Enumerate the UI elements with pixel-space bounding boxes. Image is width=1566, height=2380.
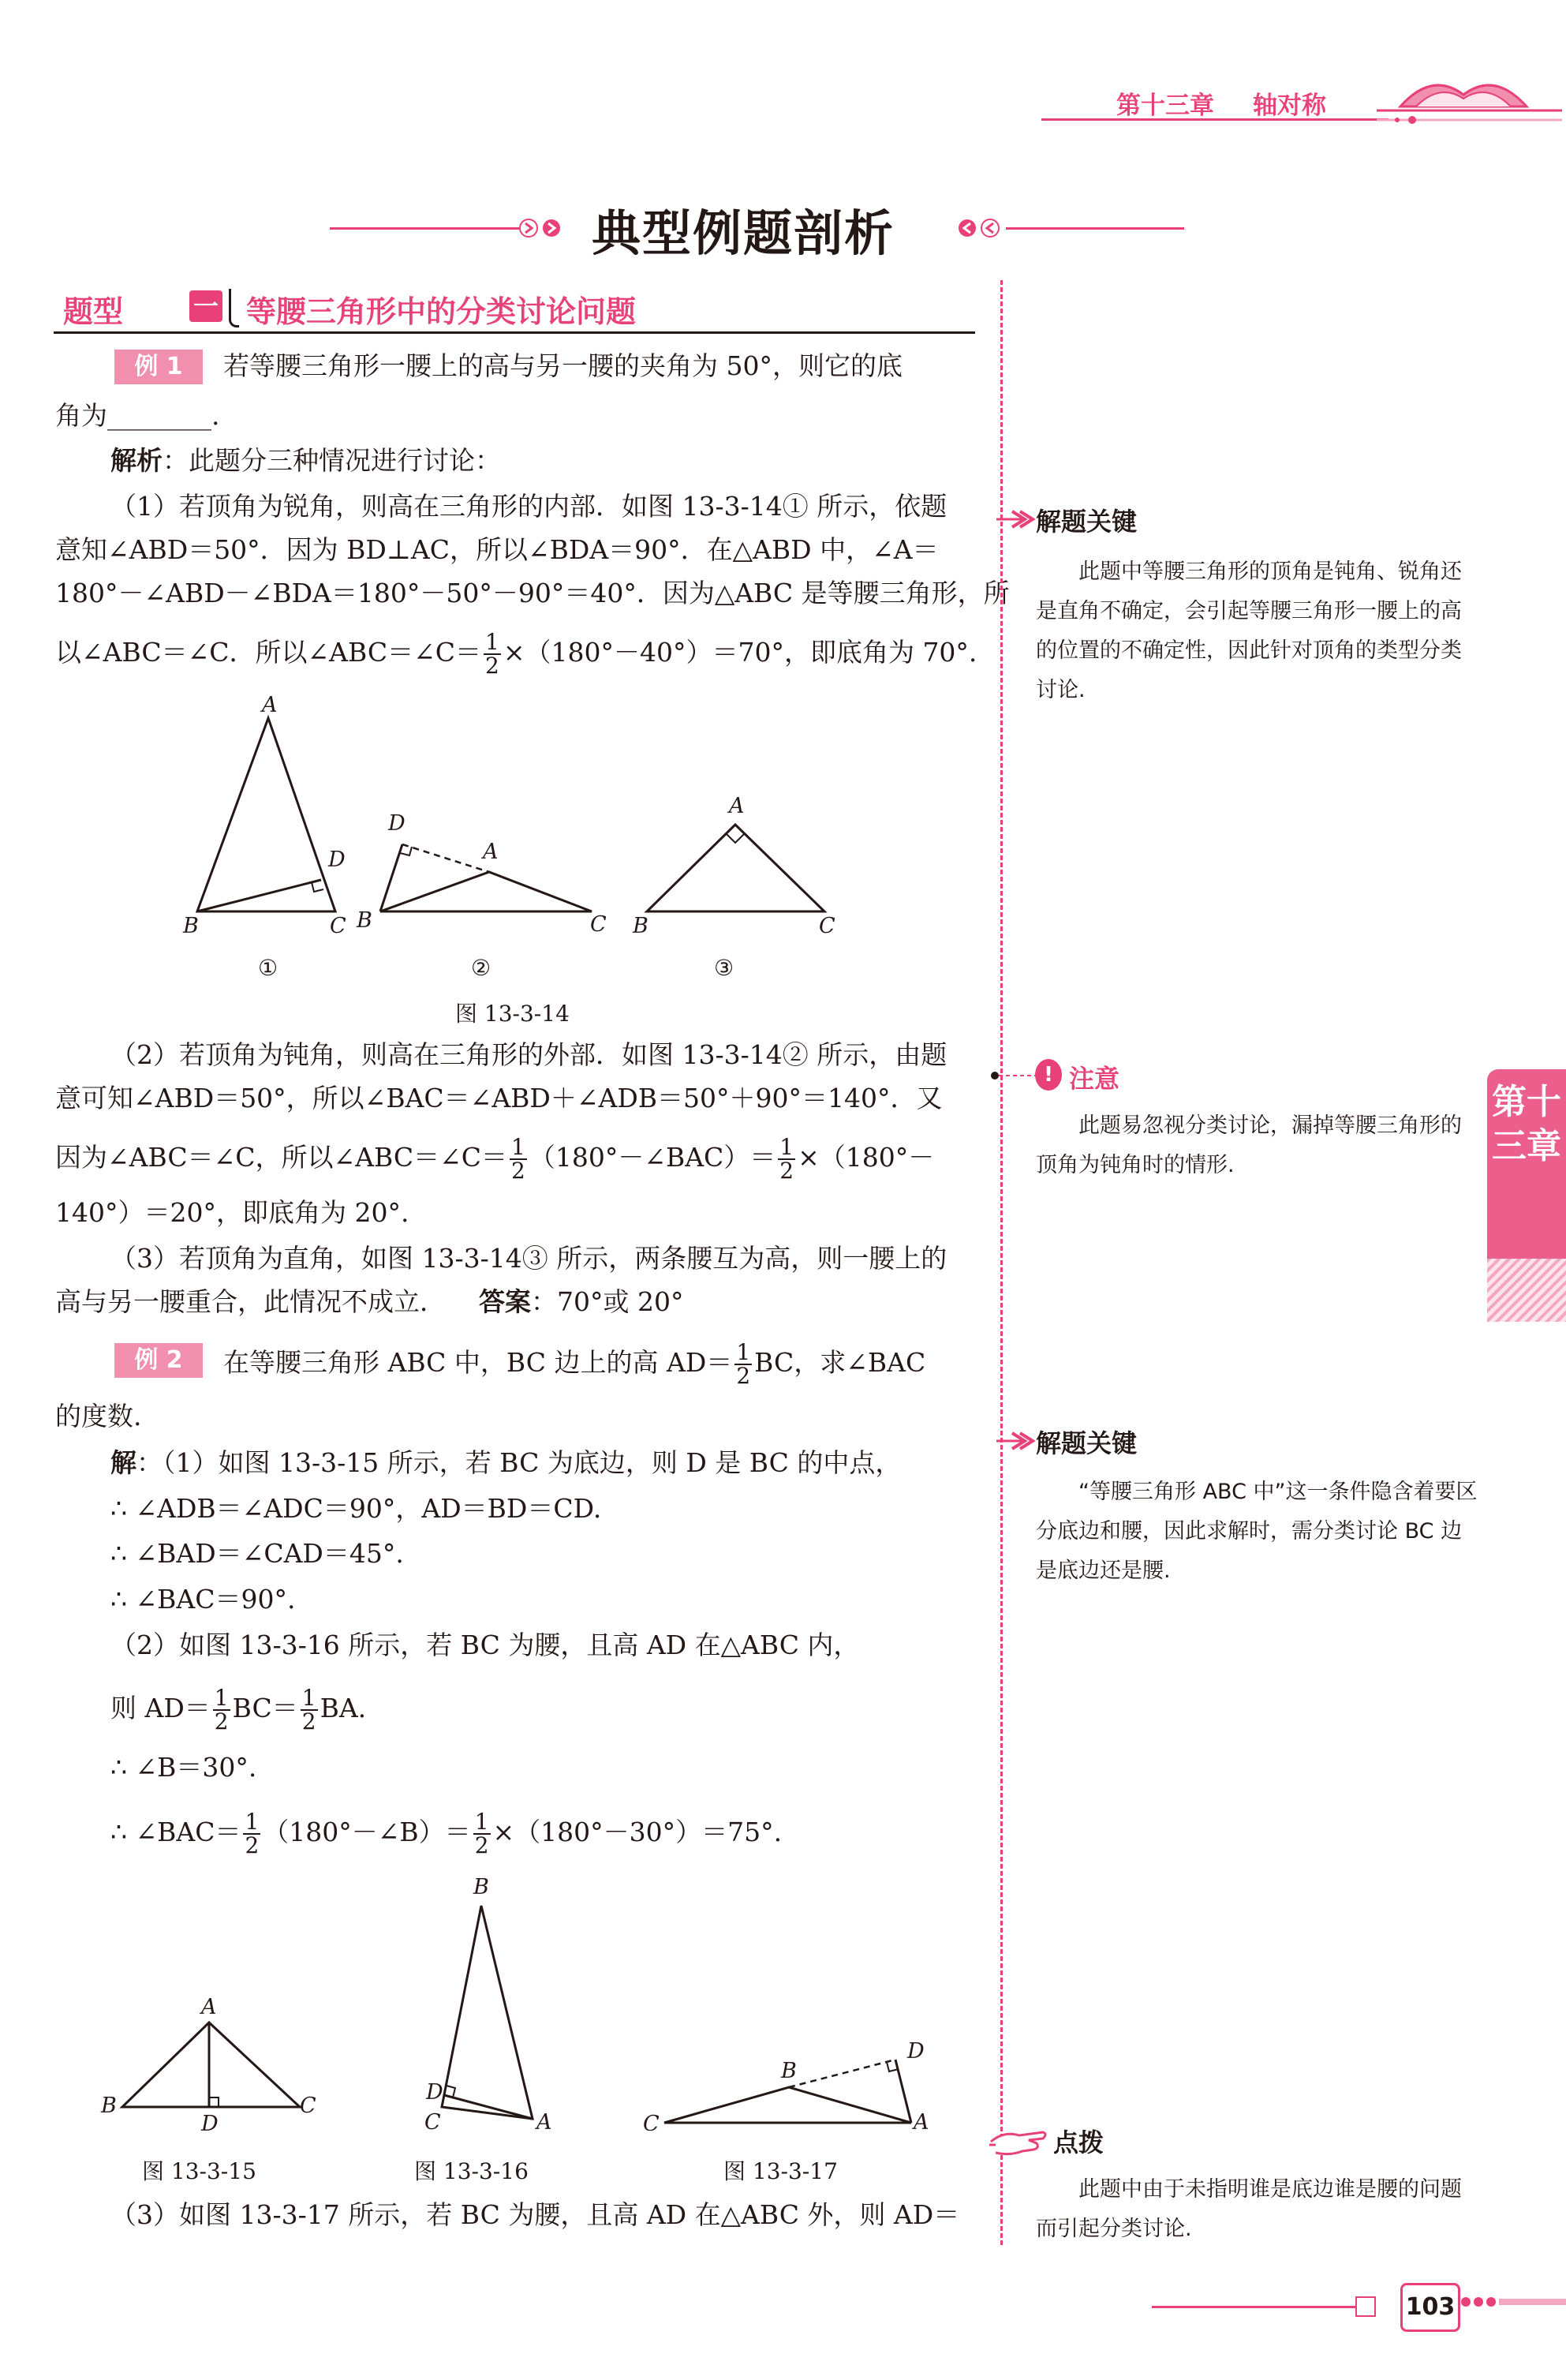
example1-question-line1: 若等腰三角形一腰上的高与另一腰的夹角为 50°，则它的底 <box>223 350 903 381</box>
type-title: 等腰三角形中的分类讨论问题 <box>246 294 637 329</box>
case2-line2: 意可知∠ABD＝50°，所以∠BAC＝∠ABD＋∠ADB＝50°＋90°＝140°．又 <box>55 1083 943 1113</box>
solution-line3: ∴ ∠BAD＝∠CAD＝45°. <box>110 1538 404 1569</box>
fig14-3-right-angle <box>726 833 745 843</box>
fig16-label-C: C <box>424 2110 441 2131</box>
banner-arrows-right-icon <box>517 215 564 241</box>
fraction-half: $\frac{1}{2}$ <box>485 629 499 679</box>
banner-rule-left <box>330 227 519 230</box>
example2-question-line2: 的度数. <box>55 1401 142 1431</box>
banner-arrows-left-icon <box>955 215 1002 241</box>
fig14-2-label-D: D <box>388 811 406 836</box>
case3-line2: 高与另一腰重合，此情况不成立． 答案：70°或 20° <box>55 1286 684 1317</box>
solution-line5: （2）如图 13-3-16 所示，若 BC 为腰，且高 AD 在△ABC 内， <box>110 1630 860 1660</box>
case2-line4: 140°）＝20°，即底角为 20°. <box>55 1197 409 1228</box>
case1-line3: 180°－∠ABD－∠BDA＝180°－50°－90°＝40°．因为△ABC 是等腰三角形，所 <box>55 578 1010 608</box>
side-key1-text: 此题中等腰三角形的顶角是钝角、锐角还是直角不确定，会引起等腰三角形一腰上的高的位置的不确定性，因此针对顶角的类型分类讨论. <box>1036 559 1462 702</box>
figure-13-3-14 <box>174 694 884 963</box>
fig17-label-A: A <box>914 2110 929 2131</box>
pointing-hand-icon <box>988 2121 1051 2164</box>
fig14-caption: 图 13-3-14 <box>455 1001 570 1027</box>
fig16-caption: 图 13-3-16 <box>414 2158 529 2184</box>
figures-13-3-15-to-17 <box>87 1870 986 2131</box>
fig17-extension <box>789 2060 895 2087</box>
case2-line3: 因为∠ABC＝∠C，所以∠ABC＝∠C＝ $\frac{1}{2}$ （180°－∠BAC）＝ $\frac{1}{2}$ ×（180°－ <box>55 1134 935 1184</box>
footer-rule <box>1152 2306 1357 2308</box>
fig14-2-triangle <box>380 872 592 911</box>
solution-line9: （3）如图 13-3-17 所示，若 BC 为腰，且高 AD 在△ABC 外，则 AD＝ <box>110 2199 960 2230</box>
fig17-triangle <box>664 2087 911 2123</box>
arrow-pointer-icon <box>990 505 1037 533</box>
fig16-altitude <box>444 2095 533 2119</box>
fig14-1-altitude <box>197 880 321 911</box>
fig17-caption: 图 13-3-17 <box>723 2158 838 2184</box>
example2-question-line1: 在等腰三角形 ABC 中，BC 边上的高 AD＝ $\frac{1}{2}$ BC，求∠BAC <box>223 1339 926 1389</box>
fig15-triangle <box>122 2023 300 2107</box>
side-key1-heading: 解题关键 <box>1036 507 1138 537</box>
fig14-subcaption-3: ③ <box>714 955 734 981</box>
header-topic: 轴对称 <box>1253 92 1326 120</box>
example2-tag: 例 2 <box>114 1343 203 1378</box>
fig15-label-C: C <box>300 2094 316 2118</box>
fig14-2-extension <box>402 844 489 872</box>
fig14-2-altitude <box>380 844 402 911</box>
fig14-subcaption-2: ② <box>471 955 491 981</box>
side-key2-text: “等腰三角形 ABC 中”这一条件隐含着要区分底边和腰，因此求解时，需分类讨论 BC 边是底边还是腰. <box>1036 1480 1478 1583</box>
arrow-pointer-icon-2 <box>990 1427 1037 1455</box>
example1-tag: 例 1 <box>114 350 203 384</box>
fig16-label-A: A <box>536 2110 552 2131</box>
fig15-right-angle <box>209 2097 219 2107</box>
footer-square-icon <box>1355 2296 1376 2317</box>
header-chapter: 第十三章 <box>1116 92 1214 120</box>
case1-line1: （1）若顶角为锐角，则高在三角形的内部．如图 13-3-14① 所示，依题 <box>110 491 947 522</box>
fig17-label-C: C <box>643 2112 660 2131</box>
type-label: 题型 <box>63 294 124 329</box>
footer-dots-icon <box>1459 2292 1566 2316</box>
side-note-text: 此题易忽视分类讨论，漏掉等腰三角形的顶角为钝角时的情形. <box>1036 1113 1462 1177</box>
page-number: 103 <box>1400 2283 1460 2332</box>
chapter-tab-stripe <box>1487 1259 1566 1322</box>
fig14-1-label-B: B <box>183 914 199 938</box>
fig16-label-D: D <box>426 2080 443 2105</box>
fig14-3-triangle <box>647 825 824 911</box>
type-bracket <box>229 289 239 327</box>
fig14-2-label-A: A <box>483 840 499 864</box>
fig15-label-D: D <box>201 2112 219 2131</box>
fig16-triangle <box>442 1906 533 2119</box>
book-logo-icon <box>1369 63 1566 134</box>
side-tip-text: 此题中由于未指明谁是底边谁是腰的问题而引起分类讨论. <box>1036 2177 1462 2241</box>
fig17-label-D: D <box>907 2039 925 2064</box>
chapter-tab: 第十三章 <box>1487 1069 1566 1259</box>
fig14-1-right-angle <box>312 882 323 892</box>
sidebar-divider <box>1000 280 1003 2245</box>
note-exclamation-icon: ! <box>1035 1059 1062 1091</box>
side-tip-heading: 点拨 <box>1053 2127 1104 2157</box>
case2-line1: （2）若顶角为钝角，则高在三角形的外部．如图 13-3-14② 所示，由题 <box>110 1039 947 1070</box>
type-heading <box>54 284 975 334</box>
solution-line7: ∴ ∠B＝30°. <box>110 1752 257 1783</box>
case1-line4: 以∠ABC＝∠C．所以∠ABC＝∠C＝ $\frac{1}{2}$ ×（180°－40°）＝70°，即底角为 70°. <box>55 629 977 679</box>
fig14-3-label-A: A <box>729 794 745 818</box>
fig15-caption: 图 13-3-15 <box>142 2158 256 2184</box>
fig17-label-B: B <box>781 2059 797 2083</box>
solution-line4: ∴ ∠BAC＝90°. <box>110 1584 296 1615</box>
fig14-2-label-B: B <box>357 908 372 933</box>
banner-title: 典型例题剖析 <box>592 204 895 262</box>
note-pointer-icon <box>990 1061 1037 1090</box>
fig15-label-B: B <box>101 2094 117 2118</box>
solution-line2: ∴ ∠ADB＝∠ADC＝90°，AD＝BD＝CD. <box>110 1493 602 1524</box>
banner-rule-right <box>1006 227 1184 230</box>
side-key2-heading: 解题关键 <box>1036 1428 1138 1458</box>
fig15-label-A: A <box>201 1995 217 2019</box>
fig14-2-label-C: C <box>590 912 607 937</box>
fig16-label-B: B <box>473 1875 489 1899</box>
case1-line2: 意知∠ABD＝50°．因为 BD⊥AC，所以∠BDA＝90°．在△ABD 中，∠A＝ <box>55 534 939 565</box>
case3-line1: （3）若顶角为直角，如图 13-3-14③ 所示，两条腰互为高，则一腰上的 <box>110 1243 947 1274</box>
solution-line8: ∴ ∠BAC＝ $\frac{1}{2}$ （180°－∠B）＝ $\frac{1}{2}$ ×（180°－30°）＝75°. <box>110 1809 783 1858</box>
fig14-subcaption-1: ① <box>258 955 278 981</box>
fig14-1-label-C: C <box>330 914 346 938</box>
fig14-3-label-C: C <box>819 914 835 938</box>
example1-question-line2: 角为________. <box>55 400 220 431</box>
example1-analysis-intro: 解析：此题分三种情况进行讨论： <box>110 445 501 476</box>
header-rule <box>1041 118 1388 121</box>
fig14-3-label-B: B <box>633 914 648 938</box>
solution-line1: 解：（1）如图 13-3-15 所示，若 BC 为底边，则 D 是 BC 的中点， <box>110 1447 902 1478</box>
side-note-heading: 注意 <box>1069 1064 1120 1094</box>
type-number: 一 <box>189 290 222 322</box>
fig14-1-label-A: A <box>262 694 278 717</box>
solution-line6: 则 AD＝ $\frac{1}{2}$ BC＝ $\frac{1}{2}$ BA. <box>110 1685 367 1734</box>
fig14-1-label-D: D <box>328 848 346 872</box>
